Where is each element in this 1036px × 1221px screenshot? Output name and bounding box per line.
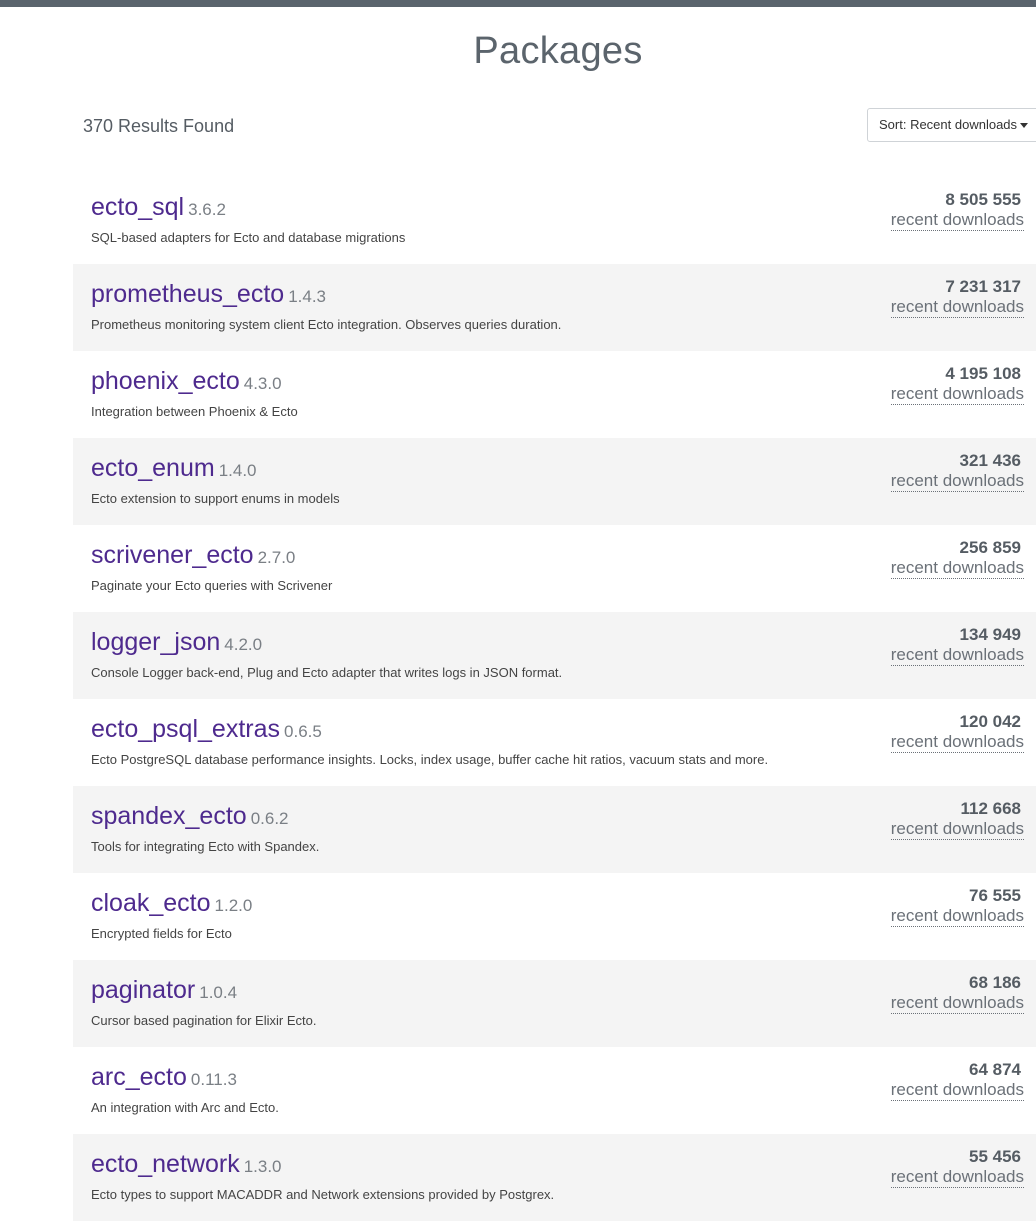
package-row bbox=[73, 699, 1036, 786]
recent-downloads-label[interactable]: recent downloads bbox=[890, 645, 1024, 664]
recent-downloads-label[interactable]: recent downloads bbox=[890, 906, 1024, 925]
package-link[interactable] bbox=[91, 715, 322, 744]
package-link[interactable] bbox=[91, 889, 252, 918]
package-name: phoenix_ecto bbox=[91, 367, 240, 395]
download-count: 68 186 bbox=[969, 973, 1021, 992]
package-link[interactable] bbox=[91, 367, 282, 396]
package-row bbox=[73, 525, 1036, 612]
package-link[interactable] bbox=[91, 1150, 282, 1179]
package-link[interactable] bbox=[91, 802, 289, 831]
download-stats bbox=[891, 451, 1024, 492]
download-stats bbox=[891, 1060, 1024, 1101]
package-row bbox=[73, 1047, 1036, 1134]
results-count: 370 Results Found bbox=[83, 116, 235, 136]
download-stats bbox=[891, 538, 1024, 579]
recent-downloads-label[interactable]: recent downloads bbox=[890, 384, 1024, 403]
package-name: arc_ecto bbox=[91, 1063, 187, 1091]
caret-down-icon bbox=[1020, 123, 1028, 128]
download-stats bbox=[891, 886, 1024, 927]
download-stats bbox=[891, 625, 1024, 666]
package-row bbox=[73, 960, 1036, 1047]
package-description: Ecto PostgreSQL database performance insights. Locks, index usage, buffer cache hit ratios, vacuum stats and more. bbox=[91, 752, 769, 767]
package-version: 1.4.3 bbox=[288, 287, 326, 306]
package-description: Paginate your Ecto queries with Scrivener bbox=[91, 578, 333, 593]
recent-downloads-label[interactable]: recent downloads bbox=[890, 1080, 1024, 1099]
download-count: 321 436 bbox=[959, 451, 1021, 470]
package-version: 4.3.0 bbox=[243, 374, 282, 393]
package-link[interactable] bbox=[91, 541, 295, 570]
package-link[interactable] bbox=[91, 628, 262, 657]
package-row bbox=[73, 438, 1036, 525]
package-description: Ecto extension to support enums in models bbox=[91, 491, 340, 506]
package-name: ecto_sql bbox=[91, 193, 185, 221]
download-count: 7 231 317 bbox=[945, 277, 1021, 296]
package-version: 0.6.5 bbox=[284, 722, 322, 741]
package-version: 1.3.0 bbox=[243, 1157, 282, 1176]
package-link[interactable] bbox=[91, 454, 257, 483]
package-name: ecto_psql_extras bbox=[91, 715, 281, 743]
package-name: paginator bbox=[91, 976, 196, 1004]
package-description: Encrypted fields for Ecto bbox=[91, 926, 232, 941]
recent-downloads-label[interactable]: recent downloads bbox=[890, 297, 1024, 316]
package-version: 4.2.0 bbox=[224, 635, 263, 654]
package-version: 0.11.3 bbox=[190, 1070, 237, 1089]
download-count: 4 195 108 bbox=[945, 364, 1021, 383]
package-description: Tools for integrating Ecto with Spandex. bbox=[91, 839, 320, 854]
package-description: An integration with Arc and Ecto. bbox=[91, 1100, 279, 1115]
download-stats bbox=[891, 712, 1024, 753]
package-row bbox=[73, 177, 1036, 264]
download-count: 112 668 bbox=[960, 799, 1021, 818]
package-description: Prometheus monitoring system client Ecto integration. Observes queries duration. bbox=[91, 317, 562, 332]
download-stats bbox=[891, 190, 1024, 231]
download-stats bbox=[891, 364, 1024, 405]
package-name: cloak_ecto bbox=[91, 889, 211, 917]
download-count: 55 456 bbox=[969, 1147, 1021, 1166]
download-count: 76 555 bbox=[969, 886, 1021, 905]
package-version: 3.6.2 bbox=[188, 200, 226, 219]
package-link[interactable] bbox=[91, 976, 237, 1005]
recent-downloads-label[interactable]: recent downloads bbox=[890, 732, 1024, 751]
package-description: Integration between Phoenix & Ecto bbox=[91, 404, 298, 419]
recent-downloads-label[interactable]: recent downloads bbox=[890, 819, 1024, 838]
recent-downloads-label[interactable]: recent downloads bbox=[890, 993, 1024, 1012]
recent-downloads-label[interactable]: recent downloads bbox=[890, 471, 1024, 490]
package-row bbox=[73, 873, 1036, 960]
package-row bbox=[73, 786, 1036, 873]
top-nav-bar bbox=[0, 0, 1036, 7]
package-version: 1.4.0 bbox=[218, 461, 257, 480]
package-version: 2.7.0 bbox=[257, 548, 296, 567]
package-description: Ecto types to support MACADDR and Network extensions provided by Postgrex. bbox=[91, 1187, 555, 1202]
page-title: Packages bbox=[473, 30, 643, 72]
sort-dropdown-button[interactable] bbox=[867, 108, 1036, 142]
package-description: Cursor based pagination for Elixir Ecto. bbox=[91, 1013, 317, 1028]
package-name: scrivener_ecto bbox=[91, 541, 254, 569]
package-link[interactable] bbox=[91, 1063, 237, 1092]
package-link[interactable] bbox=[91, 280, 326, 309]
package-link[interactable] bbox=[91, 193, 226, 222]
package-version: 0.6.2 bbox=[250, 809, 289, 828]
download-stats bbox=[891, 973, 1024, 1014]
download-stats bbox=[891, 277, 1024, 318]
package-description: SQL-based adapters for Ecto and database migrations bbox=[91, 230, 406, 245]
package-name: ecto_network bbox=[91, 1150, 240, 1178]
package-description: Console Logger back-end, Plug and Ecto adapter that writes logs in JSON format. bbox=[91, 665, 563, 680]
package-row bbox=[73, 612, 1036, 699]
recent-downloads-label[interactable]: recent downloads bbox=[890, 558, 1024, 577]
package-version: 1.2.0 bbox=[214, 896, 253, 915]
package-row bbox=[73, 351, 1036, 438]
package-name: prometheus_ecto bbox=[91, 280, 285, 308]
download-stats bbox=[891, 799, 1024, 840]
package-version: 1.0.4 bbox=[199, 983, 238, 1002]
download-count: 256 859 bbox=[959, 538, 1021, 557]
download-count: 120 042 bbox=[959, 712, 1021, 731]
package-row bbox=[73, 1134, 1036, 1221]
download-stats bbox=[891, 1147, 1024, 1188]
recent-downloads-label[interactable]: recent downloads bbox=[890, 210, 1024, 229]
recent-downloads-label[interactable]: recent downloads bbox=[890, 1167, 1024, 1186]
sort-label: Sort: Recent downloads bbox=[879, 117, 1018, 132]
package-list bbox=[73, 177, 1036, 1221]
download-count: 134 949 bbox=[959, 625, 1021, 644]
package-name: spandex_ecto bbox=[91, 802, 247, 830]
download-count: 64 874 bbox=[969, 1060, 1021, 1079]
download-count: 8 505 555 bbox=[945, 190, 1021, 209]
package-name: ecto_enum bbox=[91, 454, 215, 482]
package-row bbox=[73, 264, 1036, 351]
package-name: logger_json bbox=[91, 628, 221, 656]
